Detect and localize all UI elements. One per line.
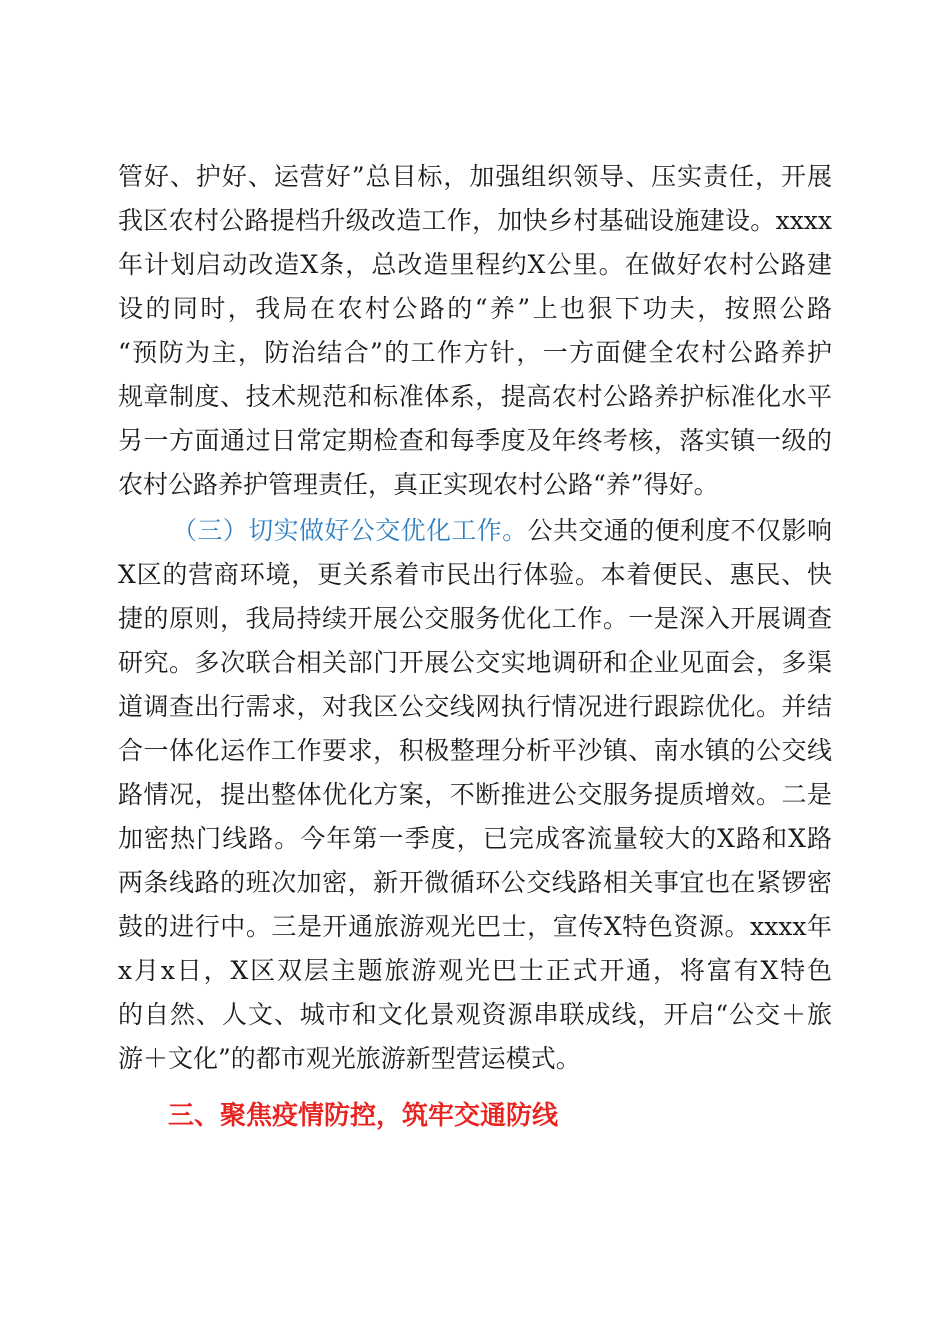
paragraph-line: 鼓的进行中。三是开通旅游观光巴士，宣传X特色资源。xxxx年 (118, 912, 832, 941)
paragraph-line: 道调查出行需求，对我区公交线网执行情况进行跟踪优化。并结 (118, 692, 832, 721)
paragraph-line: 捷的原则，我局持续开展公交服务优化工作。一是深入开展调查 (118, 604, 832, 633)
paragraph-line: 设的同时，我局在农村公路的“养”上也狠下功夫，按照公路 (118, 294, 832, 323)
paragraph-line: 研究。多次联合相关部门开展公交实地调研和企业见面会，多渠 (118, 648, 832, 677)
paragraph-line: 另一方面通过日常定期检查和每季度及年终考核，落实镇一级的 (118, 426, 832, 455)
paragraph-line: 加密热门线路。今年第一季度，已完成客流量较大的X路和X路 (118, 824, 832, 853)
section-heading: 三、聚焦疫情防控，筑牢交通防线 (168, 1101, 559, 1131)
paragraph-text: 公共交通的便利度不仅影响 (527, 516, 832, 545)
paragraph-line: X区的营商环境，更关系着市民出行体验。本着便民、惠民、快 (118, 560, 832, 589)
paragraph-line: 合一体化运作工作要求，积极整理分析平沙镇、南水镇的公交线 (118, 736, 832, 765)
paragraph-line: 两条线路的班次加密，新开微循环公交线路相关事宜也在紧锣密 (118, 868, 832, 897)
paragraph-first-line (172, 511, 832, 551)
paragraph-line: 游＋文化”的都市观光旅游新型营运模式。 (118, 1044, 581, 1073)
paragraph-line: 管好、护好、运营好”总目标，加强组织领导、压实责任，开展 (118, 162, 832, 191)
subheading-blue: （三）切实做好公交优化工作。 (172, 516, 528, 545)
paragraph-line: 年计划启动改造X条，总改造里程约X公里。在做好农村公路建 (118, 250, 832, 279)
paragraph-line: 农村公路养护管理责任，真正实现农村公路“养”得好。 (118, 470, 719, 499)
paragraph-line: 路情况，提出整体优化方案，不断推进公交服务提质增效。二是 (118, 780, 832, 809)
paragraph-line: 的自然、人文、城市和文化景观资源串联成线，开启“公交＋旅 (118, 1000, 832, 1029)
paragraph-line: “预防为主，防治结合”的工作方针，一方面健全农村公路养护 (118, 338, 832, 367)
paragraph-line: 我区农村公路提档升级改造工作，加快乡村基础设施建设。xxxx (118, 206, 832, 235)
paragraph-line: 规章制度、技术规范和标准体系，提高农村公路养护标准化水平 (118, 382, 832, 411)
paragraph-line: x月x日，X区双层主题旅游观光巴士正式开通，将富有X特色 (118, 956, 832, 985)
